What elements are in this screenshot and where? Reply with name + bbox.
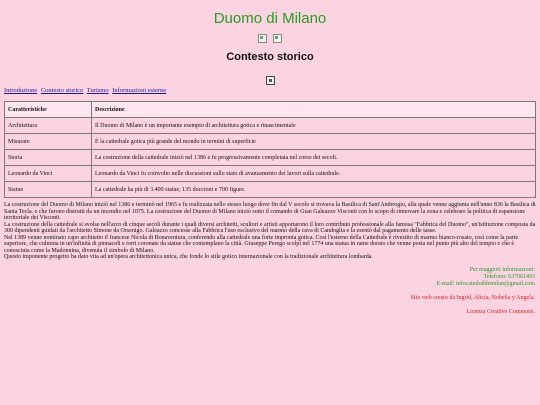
history-paragraph: Nel 1389 venne nominato capo architetto il francese Nicola di Bonaventura, conferendo alla cattedrale una forte impronta gotica. Così l'esterno della Cattedrale è rivestito di marmo bianco-rosato, così come la parte superiore, che culmina in un'infinità di pinnacoli e torri coronate da statue che contemplano la città. Giuseppe Perego scolpì nel 1774 una statua in rame dorato che venne posta nel punto più alto del tempio e che è conosciuta come la Madonnina, divenuta il simbolo di Milano.	[4, 234, 519, 254]
table-cell-description: Leonardo da Vinci fu coinvolto nelle discussioni sullo stato di avanzamento dei lavori sulla cattedrale.	[92, 166, 536, 182]
table-cell-description: La cattedrale ha più di 3.400 statue, 135 doccioni e 700 figure.	[92, 182, 536, 198]
page	[2, 0, 538, 316]
nav-links	[2, 86, 538, 96]
history-paragraph: La costruzione della cattedrale si svolse nell'arco di cinque secoli durante i quali diversi architetti, scultori e artisti apportarono il loro contributo professionale alla famosa "Fabbrica del Duomo", un'istituzione composta da 300 dipendenti guidati da l'architetto Simone da Orsenigo. Galeazzo concesse alla Fabbrica l'uso esclusivo del marmo della cava di Candoglia e la esentò dal pagamento delle tasse.	[4, 221, 536, 234]
image-placeholder-icon	[266, 76, 275, 85]
table-row	[5, 166, 536, 182]
contact-phone: Telefono: 637061493	[483, 273, 535, 280]
table-header-descrizione: Descrizione	[92, 102, 536, 118]
nav-link-informazioni-esterne[interactable]: Informazioni esterne	[112, 87, 167, 94]
broken-image-icon	[273, 34, 282, 43]
history-text	[2, 202, 538, 261]
broken-image-icon	[258, 34, 267, 43]
center-image-row	[2, 72, 538, 82]
table-cell-feature: Storia	[5, 150, 92, 166]
table-cell-description: La costruzione della cattedrale iniziò nel 1386 e fu progressivamente completata nel corso dei secoli.	[92, 150, 536, 166]
table-cell-feature: Misurare	[5, 134, 92, 150]
section-subtitle: Contesto storico	[226, 51, 314, 63]
table-cell-feature: Leonardo da Vinci	[5, 166, 92, 182]
nav-link-introduzione[interactable]: Introduzione	[4, 87, 38, 94]
history-paragraph: Questo imponente progetto ha dato vita ad un'opera architettonica unica, che fonde lo stile gotico internazionale con la tradizionale architettura lombarda.	[4, 254, 373, 260]
contact-email: E-mail: infocatedraldemilan@gmail.com	[436, 280, 535, 287]
features-table	[4, 101, 536, 198]
nav-link-contesto-storico[interactable]: Contesto storico	[40, 87, 84, 94]
contact-info	[2, 267, 538, 288]
table-cell-description: Il Duomo di Milano è un importante esempio di architettura gotica e rinascimentale	[92, 118, 536, 134]
page-title: Duomo di Milano	[213, 10, 327, 27]
nav-link-turismo[interactable]: Turismo	[86, 87, 109, 94]
table-row	[5, 134, 536, 150]
table-row	[5, 182, 536, 198]
table-cell-description: È la cattedrale gotica più grande del mondo in termini di superficie	[92, 134, 536, 150]
contact-heading: Per maggiori informazioni:	[469, 266, 535, 273]
site-credits: Sito web creato da Ingrid, Alicia, Nohelia y Angela.	[410, 294, 535, 301]
header-images	[2, 34, 538, 44]
table-cell-feature: Architettura	[5, 118, 92, 134]
table-row	[5, 150, 536, 166]
table-header-caratteristiche: Caratteristiche	[5, 102, 92, 118]
table-row	[5, 118, 536, 134]
history-paragraph: La costruzione del Duomo di Milano iniziò nel 1386 e terminò nel 1965 e fu realizzata nello stesso luogo dove fin dal V secolo si trovava la Basilica di Sant'Ambrogio, alla quale venne aggiunta nell'anno 836 la Basilica di Santa Tecla. e che furono distrutti da un incendio nel 1075. La costruzione del Duomo di Milano iniziò sotto il comando di Gian Galeazzo Visconti con lo scopo di rinnovare la zona e celebrare la politica di espansione territoriale dei Visconti.	[4, 202, 536, 221]
table-header-row	[5, 102, 536, 118]
table-cell-feature: Statue	[5, 182, 92, 198]
license-text: Licenza Creative Commons.	[466, 308, 535, 315]
